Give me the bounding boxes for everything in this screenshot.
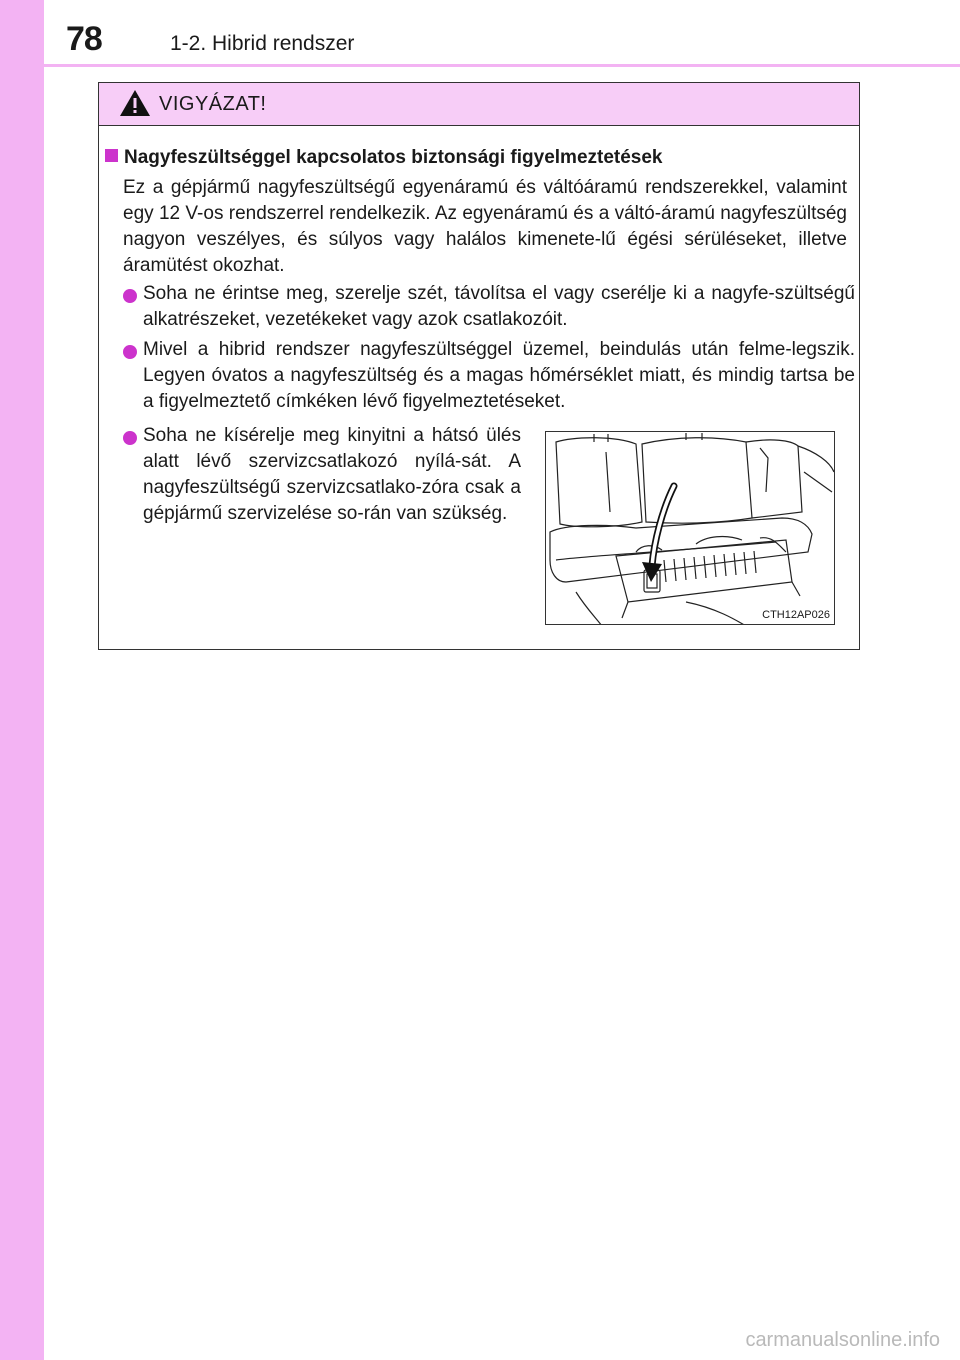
- square-bullet-icon: [105, 149, 118, 162]
- bullet-item-1: Soha ne érintse meg, szerelje szét, távolítsa el vagy cserélje ki a nagyfe-szültségű alkatrészeket, vezetékeket vagy azok csatlakozóit.: [143, 283, 855, 330]
- bullet-dot-icon: [123, 345, 137, 359]
- bullet-dot-icon: [123, 431, 137, 445]
- caution-heading-text: Nagyfeszültséggel kapcsolatos biztonsági figyelmeztetések: [124, 147, 663, 168]
- rear-seat-drawing: [546, 432, 835, 625]
- caution-heading: [105, 147, 663, 169]
- page-number: 78: [66, 20, 102, 58]
- caution-box: [98, 82, 860, 650]
- bullet-dot-icon: [123, 289, 137, 303]
- watermark-text: carmanualsonline.info: [745, 1329, 940, 1351]
- intro-paragraph: Ez a gépjármű nagyfeszültségű egyenáramú és váltóáramú rendszerekkel, valamint egy 12 V-os rendszerrel rendelkezik. Az egyenáramú és a váltó-áramú nagyfeszültség nagyon veszélyes, és súlyos vagy halálos kimenete-lű égési sérüléseket, illetve áramütést okozhat.: [123, 177, 847, 276]
- caution-header: [99, 83, 859, 126]
- header-rule: [44, 64, 960, 67]
- warning-icon: [119, 89, 151, 117]
- service-plug-illustration: [545, 431, 835, 625]
- section-title: 1-2. Hibrid rendszer: [170, 32, 355, 55]
- figure-code: CTH12AP026: [762, 609, 830, 621]
- caution-title: VIGYÁZAT!: [159, 93, 267, 115]
- side-strip: [0, 0, 44, 1360]
- bullet-item-2: Mivel a hibrid rendszer nagyfeszültséggel üzemel, beindulás után felme-legszik. Legyen óvatos a nagyfeszültség és a magas hőmérséklet miatt, és mindig tartsa be a figyelmeztető címkéken lévő figyelmeztetéseket.: [143, 339, 855, 412]
- bullet-item-3: Soha ne kísérelje meg kinyitni a hátsó ülés alatt lévő szervizcsatlakozó nyílá-sát. A nagyfeszültségű szervizcsatlako-zóra csak a gépjármű szervizelése so-rán van szükség.: [143, 425, 521, 524]
